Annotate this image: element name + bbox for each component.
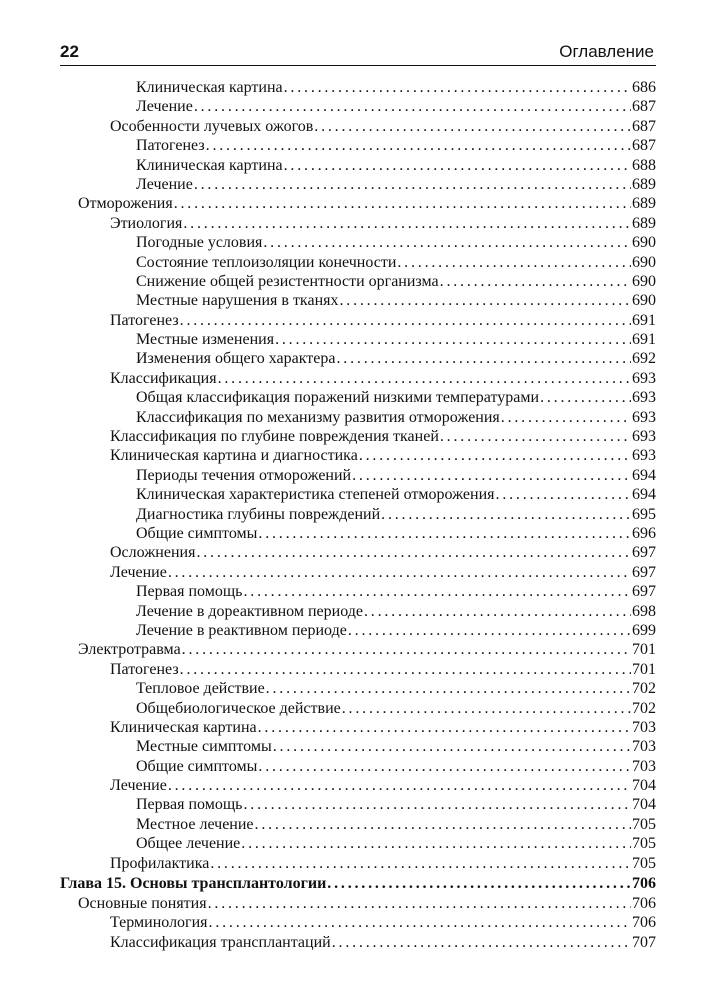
toc-entry-title: Электротравма bbox=[78, 641, 181, 659]
toc-entry-title: Местные изменения bbox=[136, 331, 275, 349]
page-header bbox=[60, 40, 656, 64]
toc-entry-title: Особенности лучевых ожогов bbox=[110, 117, 314, 135]
toc-page-number: 706 bbox=[632, 875, 656, 893]
toc-page-number: 698 bbox=[632, 602, 656, 620]
toc-entry-title: Тепловое действие bbox=[136, 680, 265, 698]
toc-entry bbox=[60, 757, 656, 776]
toc-entry bbox=[60, 505, 656, 524]
toc-dot-leader bbox=[440, 272, 631, 291]
toc-dot-leader bbox=[342, 699, 631, 718]
toc-entry-title: Диагностика глубины повреждений bbox=[136, 505, 381, 523]
toc-entry bbox=[60, 330, 656, 349]
toc-page-number: 697 bbox=[632, 563, 656, 581]
toc-entry bbox=[60, 369, 656, 388]
toc-page-number: 690 bbox=[632, 234, 656, 252]
toc-page-number: 706 bbox=[632, 914, 656, 932]
toc-entry bbox=[60, 737, 656, 756]
toc-page-number: 696 bbox=[632, 524, 656, 542]
toc-entry-title: Патогенез bbox=[136, 137, 205, 155]
toc-entry-title: Классификация bbox=[110, 369, 217, 387]
toc-page-number: 686 bbox=[632, 79, 656, 96]
toc-entry-title: Лечение в дореактивном периоде bbox=[136, 602, 363, 620]
toc-entry-title: Местное лечение bbox=[136, 815, 254, 833]
toc-entry bbox=[60, 156, 656, 175]
toc-entry-title: Патогенез bbox=[110, 660, 179, 678]
toc-entry-title: Клиническая картина bbox=[110, 718, 257, 736]
toc-dot-leader bbox=[196, 543, 631, 562]
toc-page-number: 703 bbox=[632, 738, 656, 756]
toc-dot-leader bbox=[397, 253, 631, 272]
toc-page-number: 687 bbox=[632, 98, 656, 116]
toc-entry bbox=[60, 913, 656, 932]
toc-page-number: 706 bbox=[632, 895, 656, 913]
toc-dot-leader bbox=[194, 175, 631, 194]
toc-dot-leader bbox=[501, 408, 631, 427]
toc-entry bbox=[60, 233, 656, 252]
toc-dot-leader bbox=[255, 815, 631, 834]
toc-page-number: 699 bbox=[632, 621, 656, 639]
toc-dot-leader bbox=[243, 795, 631, 814]
toc-page-number: 688 bbox=[632, 156, 656, 174]
toc-page-number: 693 bbox=[632, 369, 656, 387]
toc-page-number: 705 bbox=[632, 854, 656, 872]
toc-dot-leader bbox=[180, 660, 631, 679]
toc-page-number: 703 bbox=[632, 718, 656, 736]
toc-entry bbox=[60, 563, 656, 582]
toc-dot-leader bbox=[241, 834, 631, 853]
toc-dot-leader bbox=[359, 446, 631, 465]
toc-dot-leader bbox=[314, 117, 631, 136]
header-rule bbox=[60, 65, 656, 66]
toc-dot-leader bbox=[332, 933, 631, 952]
toc-entry bbox=[60, 894, 656, 913]
toc-dot-leader bbox=[540, 388, 631, 407]
toc-entry bbox=[60, 466, 656, 485]
toc-dot-leader bbox=[337, 349, 632, 368]
toc-entry-title: Глава 15. Основы трансплантологии bbox=[60, 875, 327, 893]
toc-entry bbox=[60, 699, 656, 718]
toc-entry-title: Общая классификация поражений низкими температурами bbox=[136, 389, 540, 407]
toc-entry bbox=[60, 485, 656, 504]
toc-page-number: 687 bbox=[632, 137, 656, 155]
toc-entry bbox=[60, 718, 656, 737]
toc-page-number: 702 bbox=[632, 699, 656, 717]
toc-dot-leader bbox=[327, 873, 631, 894]
toc-page-number: 693 bbox=[632, 447, 656, 465]
toc-entry-title: Клиническая картина и диагностика bbox=[110, 447, 358, 465]
toc-entry bbox=[60, 349, 656, 368]
toc-entry-title: Отморожения bbox=[78, 195, 173, 213]
toc-entry-title: Осложнения bbox=[110, 544, 196, 562]
toc-entry-title: Периоды течения отморожений bbox=[136, 466, 352, 484]
toc-page-number: 701 bbox=[632, 660, 656, 678]
toc-dot-leader bbox=[168, 563, 631, 582]
toc-page-number: 689 bbox=[632, 214, 656, 232]
toc-entry-title: Общие симптомы bbox=[136, 757, 258, 775]
toc-page-number: 694 bbox=[632, 486, 656, 504]
toc-page-number: 703 bbox=[632, 757, 656, 775]
toc-page-number: 693 bbox=[632, 389, 656, 407]
toc-dot-leader bbox=[210, 854, 631, 873]
toc-dot-leader bbox=[348, 621, 631, 640]
toc-dot-leader bbox=[284, 78, 631, 97]
toc-entry-title: Профилактика bbox=[110, 854, 210, 872]
toc-entry bbox=[60, 214, 656, 233]
toc-page-number: 687 bbox=[632, 117, 656, 135]
toc-entry bbox=[60, 388, 656, 407]
toc-entry bbox=[60, 834, 656, 853]
toc-chapter-entry bbox=[60, 873, 656, 894]
toc-entry bbox=[60, 524, 656, 543]
toc-entry-title: Лечение bbox=[136, 175, 193, 193]
toc-dot-leader bbox=[194, 97, 631, 116]
toc-entry-title: Первая помощь bbox=[136, 583, 243, 601]
toc-entry bbox=[60, 175, 656, 194]
toc-dot-leader bbox=[364, 602, 631, 621]
toc-entry-title: Основные понятия bbox=[78, 895, 207, 913]
toc-entry bbox=[60, 815, 656, 834]
toc-entry-title: Погодные условия bbox=[136, 234, 263, 252]
toc-entry-title: Общебиологическое действие bbox=[136, 699, 341, 717]
toc-page-number: 693 bbox=[632, 428, 656, 446]
toc-page-number: 690 bbox=[632, 253, 656, 271]
toc-page-number: 690 bbox=[632, 272, 656, 290]
toc-entry-title: Первая помощь bbox=[136, 796, 243, 814]
toc-dot-leader bbox=[284, 156, 631, 175]
running-title: Оглавление bbox=[559, 42, 654, 61]
toc-dot-leader bbox=[258, 524, 631, 543]
toc-entry bbox=[60, 602, 656, 621]
toc-entry bbox=[60, 311, 656, 330]
toc-page-number: 691 bbox=[632, 331, 656, 349]
table-of-contents bbox=[60, 78, 656, 952]
toc-page-number: 689 bbox=[632, 195, 656, 213]
toc-page-number: 695 bbox=[632, 505, 656, 523]
toc-entry-title: Классификация трансплантаций bbox=[110, 933, 331, 951]
toc-entry bbox=[60, 253, 656, 272]
toc-page-number: 689 bbox=[632, 175, 656, 193]
toc-entry-title: Лечение в реактивном периоде bbox=[136, 621, 347, 639]
toc-entry-title: Этиология bbox=[110, 214, 183, 232]
toc-dot-leader bbox=[275, 330, 631, 349]
toc-dot-leader bbox=[183, 214, 631, 233]
toc-entry bbox=[60, 427, 656, 446]
toc-page-number: 697 bbox=[632, 583, 656, 601]
toc-entry bbox=[60, 660, 656, 679]
toc-entry-title: Снижение общей резистентности организма bbox=[136, 272, 439, 290]
toc-entry-title: Местные нарушения в тканях bbox=[136, 292, 339, 310]
toc-dot-leader bbox=[218, 369, 631, 388]
toc-entry bbox=[60, 291, 656, 310]
toc-dot-leader bbox=[496, 485, 631, 504]
toc-entry-title: Клиническая картина bbox=[136, 79, 283, 96]
toc-dot-leader bbox=[273, 737, 631, 756]
toc-page-number: 705 bbox=[632, 835, 656, 853]
toc-page-number: 694 bbox=[632, 466, 656, 484]
toc-dot-leader bbox=[339, 291, 631, 310]
toc-entry bbox=[60, 933, 656, 952]
toc-entry-title: Классификация по глубине повреждения тканей bbox=[110, 428, 439, 446]
toc-entry bbox=[60, 97, 656, 116]
toc-dot-leader bbox=[266, 679, 631, 698]
toc-entry bbox=[60, 78, 656, 97]
toc-entry-title: Состояние теплоизоляции конечности bbox=[136, 253, 397, 271]
toc-dot-leader bbox=[440, 427, 631, 446]
toc-entry-title: Общие симптомы bbox=[136, 524, 258, 542]
toc-entry-title: Общее лечение bbox=[136, 835, 241, 853]
toc-entry-title: Местные симптомы bbox=[136, 738, 272, 756]
toc-dot-leader bbox=[258, 718, 631, 737]
toc-entry-title: Клиническая характеристика степеней отморожения bbox=[136, 486, 495, 504]
toc-entry bbox=[60, 582, 656, 601]
toc-page-number: 690 bbox=[632, 292, 656, 310]
toc-dot-leader bbox=[206, 136, 631, 155]
toc-dot-leader bbox=[208, 894, 631, 913]
toc-entry bbox=[60, 640, 656, 659]
toc-dot-leader bbox=[180, 311, 631, 330]
toc-entry bbox=[60, 776, 656, 795]
toc-page-number: 692 bbox=[632, 350, 656, 368]
toc-dot-leader bbox=[168, 776, 631, 795]
toc-dot-leader bbox=[243, 582, 631, 601]
toc-entry bbox=[60, 795, 656, 814]
toc-entry bbox=[60, 679, 656, 698]
toc-entry bbox=[60, 117, 656, 136]
toc-page-number: 693 bbox=[632, 408, 656, 426]
toc-entry-title: Лечение bbox=[110, 563, 167, 581]
toc-dot-leader bbox=[174, 194, 631, 213]
toc-page-number: 697 bbox=[632, 544, 656, 562]
toc-dot-leader bbox=[258, 757, 631, 776]
toc-dot-leader bbox=[182, 640, 631, 659]
toc-entry-title: Клиническая картина bbox=[136, 156, 283, 174]
toc-dot-leader bbox=[381, 505, 631, 524]
toc-page-number: 704 bbox=[632, 796, 656, 814]
toc-entry bbox=[60, 446, 656, 465]
toc-entry-title: Патогенез bbox=[110, 311, 179, 329]
toc-entry-title: Лечение bbox=[110, 777, 167, 795]
toc-entry bbox=[60, 543, 656, 562]
toc-entry bbox=[60, 854, 656, 873]
toc-entry-title: Изменения общего характера bbox=[136, 350, 336, 368]
toc-page-number: 701 bbox=[632, 641, 656, 659]
toc-dot-leader bbox=[209, 913, 631, 932]
toc-entry-title: Классификация по механизму развития отморожения bbox=[136, 408, 500, 426]
toc-page-number: 691 bbox=[632, 311, 656, 329]
toc-page-number: 702 bbox=[632, 680, 656, 698]
toc-entry bbox=[60, 194, 656, 213]
toc-entry bbox=[60, 136, 656, 155]
toc-dot-leader bbox=[263, 233, 631, 252]
toc-entry bbox=[60, 621, 656, 640]
toc-page-number: 705 bbox=[632, 815, 656, 833]
page-number: 22 bbox=[60, 42, 79, 61]
toc-page-number: 707 bbox=[632, 933, 656, 951]
toc-entry bbox=[60, 272, 656, 291]
toc-entry bbox=[60, 408, 656, 427]
toc-entry-title: Терминология bbox=[110, 914, 208, 932]
toc-dot-leader bbox=[352, 466, 631, 485]
toc-page-number: 704 bbox=[632, 777, 656, 795]
toc-entry-title: Лечение bbox=[136, 98, 193, 116]
